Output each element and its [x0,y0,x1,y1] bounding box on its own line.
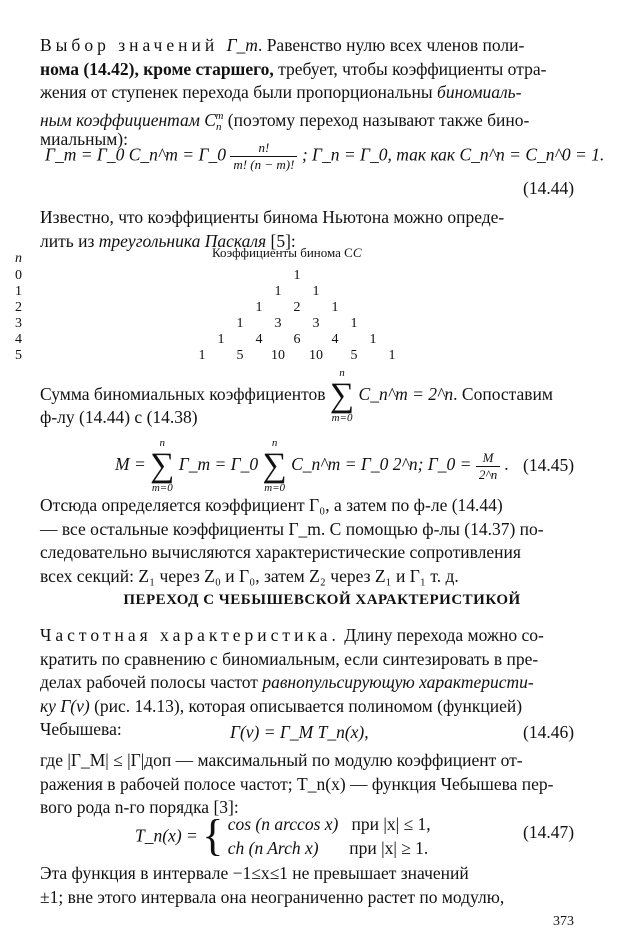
cases: cos (n arccos x) при |x| ≤ 1, ch (n Arch x) при |x| ≥ 1. [227,814,431,858]
paragraph-coefficients: Отсюда определяется коэффициент Γ₀, а затем по ф-ле (14.44) — все остальные коэффициенты Γ_m. С помощью ф-лы (14.37) по- следовательно вычисляются характеристические сопротивления всех секций: Z₁ через Z₀ и Γ₀, затем Z₂ через Z₁ и Γ₁ т. д. [40,495,544,586]
triangle-coefficient: 4 [255,332,263,347]
triangle-row-label: 1 [15,284,22,299]
paragraph-pascal: Известно, что коэффициенты бинома Ньютона можно опреде- лить из треугольника Паскаля [5]: [40,206,588,253]
text-line: Частотная характеристика. Длину перехода можно со- [40,625,544,645]
triangle-row-label: 3 [15,316,22,331]
equation-14-46: Γ(ν) = Γ_M T_n(x), [230,722,369,742]
triangle-coefficient: 1 [236,316,244,331]
text-line: лить из треугольника Паскаля [5]: [40,230,296,251]
triangle-coefficient: 1 [369,332,377,347]
equation-number: (14.47) [523,822,575,842]
triangle-coefficient: 1 [388,348,396,363]
text-line: Выбор значений Γ_m. Равенство нулю всех членов поли- [40,35,525,55]
triangle-row-label: 4 [15,332,22,347]
triangle-coefficient: 1 [293,268,301,283]
paragraph-binomial-intro [40,34,588,152]
paragraph-chebyshev: Частотная характеристика. Длину перехода можно со- кратить по сравнению с биномиальным, если синтезировать в пре- делах рабочей полосы частот равнопульсирующую характеристи- ку Γ(ν) (рис. 14.13), которая описывается полиномом (функцией) Чебышева: [40,624,588,742]
paragraph-where: где |Γ_M| ≤ |Γ|доп — максимальный по модулю коэффициент от- ражения в рабочей полосе частот; T_n(x) — функция Чебышева пер- вого рода n-го порядка [3]: [40,750,554,817]
fraction: $\frac{M}{2\^{}n}$ [476,450,500,483]
triangle-coefficient: 10 [271,348,285,363]
triangle-coefficient: 1 [331,300,339,315]
brace: { [202,811,224,860]
text-line: миальным): [40,129,128,149]
triangle-n-header: n [15,251,22,266]
sum-symbol: n ∑ m=0 [329,367,355,424]
equation-number: (14.46) [523,722,575,742]
triangle-coefficient: 2 [293,300,301,315]
equation-14-47: T_n(x) = { cos (n arccos x) при |x| ≤ 1, ch (n Arch x) при |x| ≥ 1. [135,811,431,860]
triangle-title: Коэффициенты бинома CC [212,245,362,260]
text-line: ку Γ(ν) (рис. 14.13), которая описывается полиномом (функцией) [40,695,523,716]
paragraph-sum: Сумма биномиальных коэффициентов n ∑ m=0 C_n^m = 2^n. Сопоставим [40,367,553,424]
text-line: делах рабочей полосы частот равнопульсирующую характеристи- [40,672,534,692]
sum-symbol: n ∑ m=0 [150,437,175,494]
triangle-coefficient: 5 [236,348,244,363]
page-number: 373 [553,914,574,929]
section-heading: ПЕРЕХОД С ЧЕБЫШЕВСКОЙ ХАРАКТЕРИСТИКОЙ [123,592,521,608]
triangle-row-label: 2 [15,300,22,315]
sum-symbol: n ∑ m=0 [262,437,287,494]
paragraph-function-range: Эта функция в интервале −1≤x≤1 не превышает значений ±1; вне этого интервала она неограниченно растет по модулю, [40,863,505,907]
triangle-coefficient: 1 [217,332,225,347]
triangle-coefficient: 1 [350,316,358,331]
triangle-coefficient: 3 [312,316,320,331]
text-line: нома (14.42), кроме старшего, требует, чтобы коэффициенты отра- [40,58,547,79]
triangle-coefficient: 5 [350,348,358,363]
triangle-coefficient: 4 [331,332,339,347]
triangle-coefficient: 1 [198,348,206,363]
triangle-coefficient: 1 [255,300,263,315]
equation-14-45: M = n ∑ m=0 Γ_m = Γ_0 n ∑ m=0 C_n^m = Γ_0 2^n; Γ_0 = $\frac{M}{2\^{}n}$ . [115,437,510,494]
text-line: жения от ступенек перехода были пропорциональны биномиаль- [40,82,522,102]
equation-14-44: Γ_m = Γ_0 C_n^m = Γ_0 $\frac{n!}{m! (n - m)!}$ ; Γ_n = Γ_0, так как C_n^n = C_n^0 = 1. [45,140,605,172]
triangle-coefficient: 1 [274,284,282,299]
triangle-coefficient: 1 [312,284,320,299]
triangle-row-label: 0 [15,268,22,283]
equation-number: (14.45) [523,455,575,475]
triangle-coefficient: 10 [309,348,323,363]
triangle-row-label: 5 [15,348,22,363]
triangle-coefficient: 3 [274,316,282,331]
equation-number: (14.44) [523,178,575,198]
triangle-coefficient: 6 [293,332,301,347]
fraction: $\frac{n!}{m! (n - m)!}$ [230,140,297,173]
paragraph-compare: ф-лу (14.44) с (14.38) [40,407,198,427]
text-line: ным коэффициентам $C_n^m$ (поэтому переход называют также бино- [40,109,530,133]
